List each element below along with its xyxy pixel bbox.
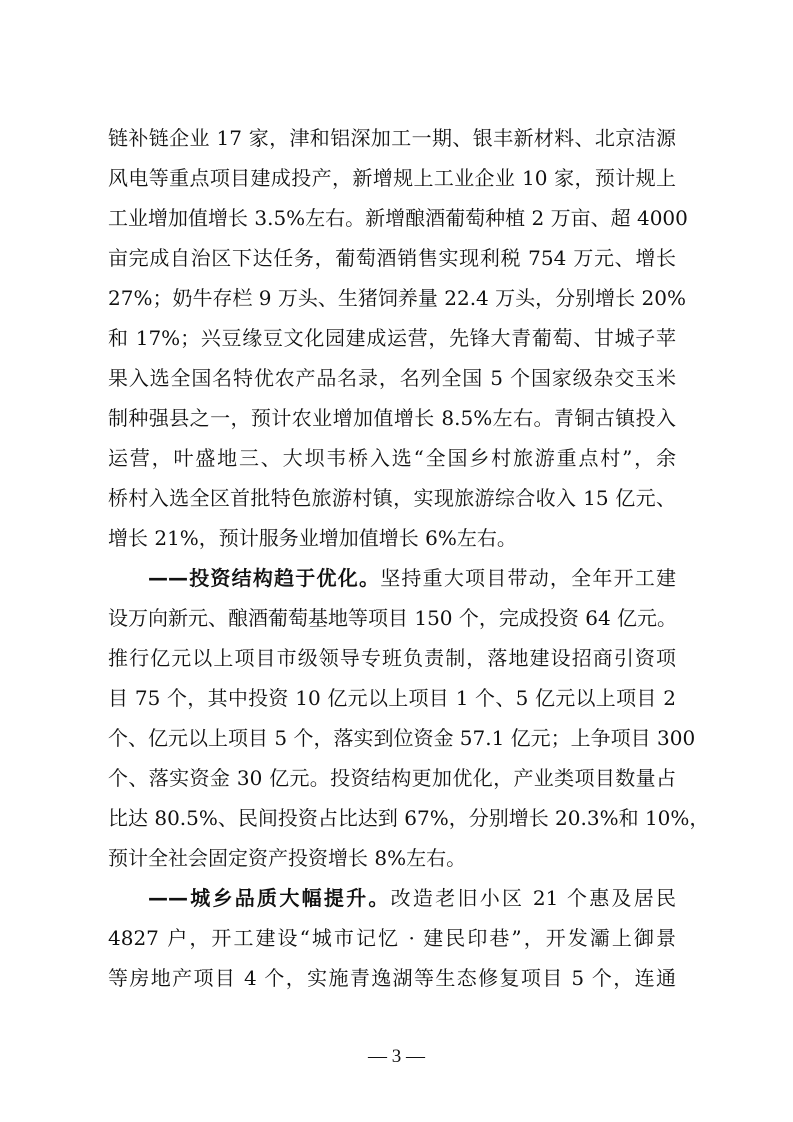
heading-line-text: 坚持重大项目带动，全年开工建 bbox=[380, 566, 677, 590]
text-line: 风电等重点项目建成投产，新增规上工业企业 10 家，预计规上 bbox=[108, 166, 676, 190]
text-line: 果入选全国名特优农产品名录，名列全国 5 个国家级杂交玉米 bbox=[108, 366, 676, 390]
heading-line-text: 改造老旧小区 21 个惠及居民 bbox=[390, 886, 676, 910]
text-line: 运营，叶盛地三、大坝韦桥入选“全国乡村旅游重点村”，余 bbox=[108, 446, 676, 470]
text-line: 个、亿元以上项目 5 个，落实到位资金 57.1 亿元；上争项目 300 bbox=[108, 726, 696, 750]
page-number: — 3 — bbox=[368, 1046, 425, 1067]
text-line: 等房地产项目 4 个，实施青逸湖等生态修复项目 5 个，连通 bbox=[108, 966, 676, 990]
text-line: 推行亿元以上项目市级领导专班负责制，落地建设招商引资项 bbox=[108, 646, 676, 670]
section-heading-urban-rural: ——城乡品质大幅提升。 bbox=[148, 886, 391, 910]
text-line: 链补链企业 17 家，津和铝深加工一期、银丰新材料、北京洁源 bbox=[108, 126, 676, 150]
text-line: 预计全社会固定资产投资增长 8%左右。 bbox=[108, 846, 467, 870]
heading-line bbox=[108, 878, 676, 918]
text-line: 27%；奶牛存栏 9 万头、生猪饲养量 22.4 万头，分别增长 20% bbox=[108, 286, 686, 310]
text-line: 目 75 个，其中投资 10 亿元以上项目 1 个、5 亿元以上项目 2 bbox=[108, 686, 676, 710]
text-line: 制种强县之一，预计农业增加值增长 8.5%左右。青铜古镇投入 bbox=[108, 406, 676, 430]
text-line: 设万向新元、酿酒葡萄基地等项目 150 个，完成投资 64 亿元。 bbox=[108, 606, 678, 630]
text-line: 和 17%；兴豆缘豆文化园建成运营，先锋大青葡萄、甘城子苹 bbox=[108, 326, 676, 350]
text-line: 工业增加值增长 3.5%左右。新增酿酒葡萄种植 2 万亩、超 4000 bbox=[108, 206, 688, 230]
body-text bbox=[108, 118, 710, 998]
paragraph-industry-agriculture-tourism bbox=[108, 118, 688, 558]
text-line: 4827 户，开工建设“城市记忆 · 建民印巷”，开发灞上御景 bbox=[108, 926, 676, 950]
paragraph-urban-rural-quality bbox=[108, 878, 676, 998]
text-line: 亩完成自治区下达任务，葡萄酒销售实现利税 754 万元、增长 bbox=[108, 246, 676, 270]
heading-line bbox=[108, 558, 676, 598]
text-line: 桥村入选全区首批特色旅游村镇，实现旅游综合收入 15 亿元、 bbox=[108, 486, 676, 510]
paragraph-investment-structure bbox=[108, 558, 710, 878]
text-line: 比达 80.5%、民间投资占比达到 67%，分别增长 20.3%和 10%， bbox=[108, 806, 710, 830]
text-line: 增长 21%，预计服务业增加值增长 6%左右。 bbox=[108, 526, 517, 550]
section-heading-investment: ——投资结构趋于优化。 bbox=[148, 566, 381, 590]
text-line: 个、落实资金 30 亿元。投资结构更加优化，产业类项目数量占 bbox=[108, 766, 676, 790]
